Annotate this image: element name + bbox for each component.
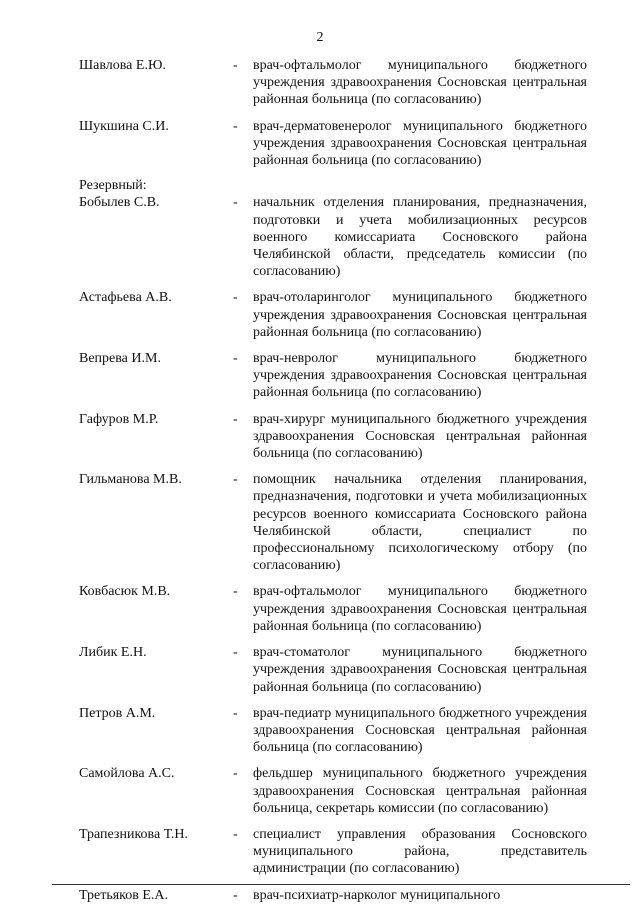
member-position: врач-дерматовенеролог муниципального бюджетного учреждения здравоохранения Сосновская центральная районная больница (по согласованию): [253, 118, 587, 169]
member-position: специалист управления образования Сосновского муниципального района, представитель администрации (по согласованию): [253, 826, 587, 877]
members-reserve-list: [0, 194, 640, 903]
member-name: Шавлова Е.Ю.: [79, 58, 166, 73]
member-name: Третьяков Е.А.: [79, 887, 169, 903]
member-position: врач-педиатр муниципального бюджетного учреждения здравоохранения Сосновская центральная районная больница (по согласованию): [253, 705, 587, 756]
reserve-section-label: Резервный:: [79, 178, 147, 194]
member-name: Астафьева А.В.: [79, 290, 172, 306]
member-name: Петров А.М.: [79, 705, 156, 721]
dash-separator: -: [233, 351, 238, 367]
member-entry: [0, 765, 640, 817]
dash-separator: -: [233, 826, 238, 842]
page-bottom-rule: [52, 884, 630, 885]
page-number: 2: [316, 30, 324, 45]
member-position: врач-офтальмолог муниципального бюджетного учреждения здравоохранения Сосновская центральная районная больница (по согласованию): [253, 584, 587, 634]
member-name: Гильманова М.В.: [79, 472, 182, 488]
member-entry: [0, 194, 640, 280]
member-entry: [0, 411, 640, 463]
member-name: Ковбасюк М.В.: [79, 584, 171, 600]
member-name: Бобылев С.В.: [79, 195, 160, 211]
dash-separator: -: [233, 766, 238, 782]
members-main-list: [0, 57, 640, 169]
dash-separator: -: [233, 645, 238, 661]
dash-separator: -: [233, 705, 238, 721]
member-name: Шукшина С.И.: [79, 118, 169, 134]
member-entry: [0, 826, 640, 878]
member-entry: [0, 583, 640, 635]
member-position: врач-психиатр-нарколог муниципального: [253, 887, 501, 903]
dash-separator: -: [233, 195, 238, 211]
dash-separator: -: [233, 290, 238, 306]
member-name: Гафуров М.Р.: [79, 411, 159, 427]
member-entry: [0, 471, 640, 574]
member-position: фельдшер муниципального бюджетного учреждения здравоохранения Сосновская центральная районная больница, секретарь комиссии (по согласованию): [253, 766, 587, 816]
member-entry: [0, 289, 640, 341]
dash-separator: -: [233, 58, 238, 73]
dash-separator: -: [233, 887, 238, 903]
member-entry: [0, 118, 640, 170]
member-entry: [0, 350, 640, 402]
member-entry: [0, 705, 640, 757]
member-position: врач-офтальмолог муниципального бюджетного учреждения здравоохранения Сосновская центральная районная больница (по согласованию): [253, 58, 587, 108]
member-position: врач-стоматолог муниципального бюджетного учреждения здравоохранения Сосновская центральная районная больница (по согласованию): [253, 645, 587, 695]
dash-separator: -: [233, 584, 238, 600]
member-name: Самойлова А.С.: [79, 766, 175, 782]
dash-separator: -: [233, 118, 238, 134]
member-position: начальник отделения планирования, предназначения, подготовки и учета мобилизационных ресурсов военного комиссариата Сосновского района Челябинской области, председатель комиссии (по согласованию): [253, 195, 587, 280]
member-entry: [0, 57, 640, 109]
dash-separator: -: [233, 472, 238, 488]
dash-separator: -: [233, 411, 238, 427]
member-entry: [0, 644, 640, 696]
member-name: Трапезникова Т.Н.: [79, 826, 188, 842]
member-position: помощник начальника отделения планирования, предназначения, подготовки и учета мобилизационных ресурсов военного комиссариата Сосновского района Челябинской области, специалист по профессиональному психологическому отбору (по согласованию): [253, 472, 587, 574]
member-position: врач-хирург муниципального бюджетного учреждения здравоохранения Сосновская центральная районная больница (по согласованию): [253, 411, 587, 462]
commission-member-list: [0, 57, 640, 913]
member-position: врач-невролог муниципального бюджетного учреждения здравоохранения Сосновская центральная районная больница (по согласованию): [253, 351, 587, 401]
member-name: Либик Е.Н.: [79, 645, 147, 661]
member-name: Вепрева И.М.: [79, 351, 161, 367]
member-entry: [0, 887, 640, 904]
member-position: врач-отоларинголог муниципального бюджетного учреждения здравоохранения Сосновская центральная районная больница (по согласованию): [253, 290, 587, 340]
